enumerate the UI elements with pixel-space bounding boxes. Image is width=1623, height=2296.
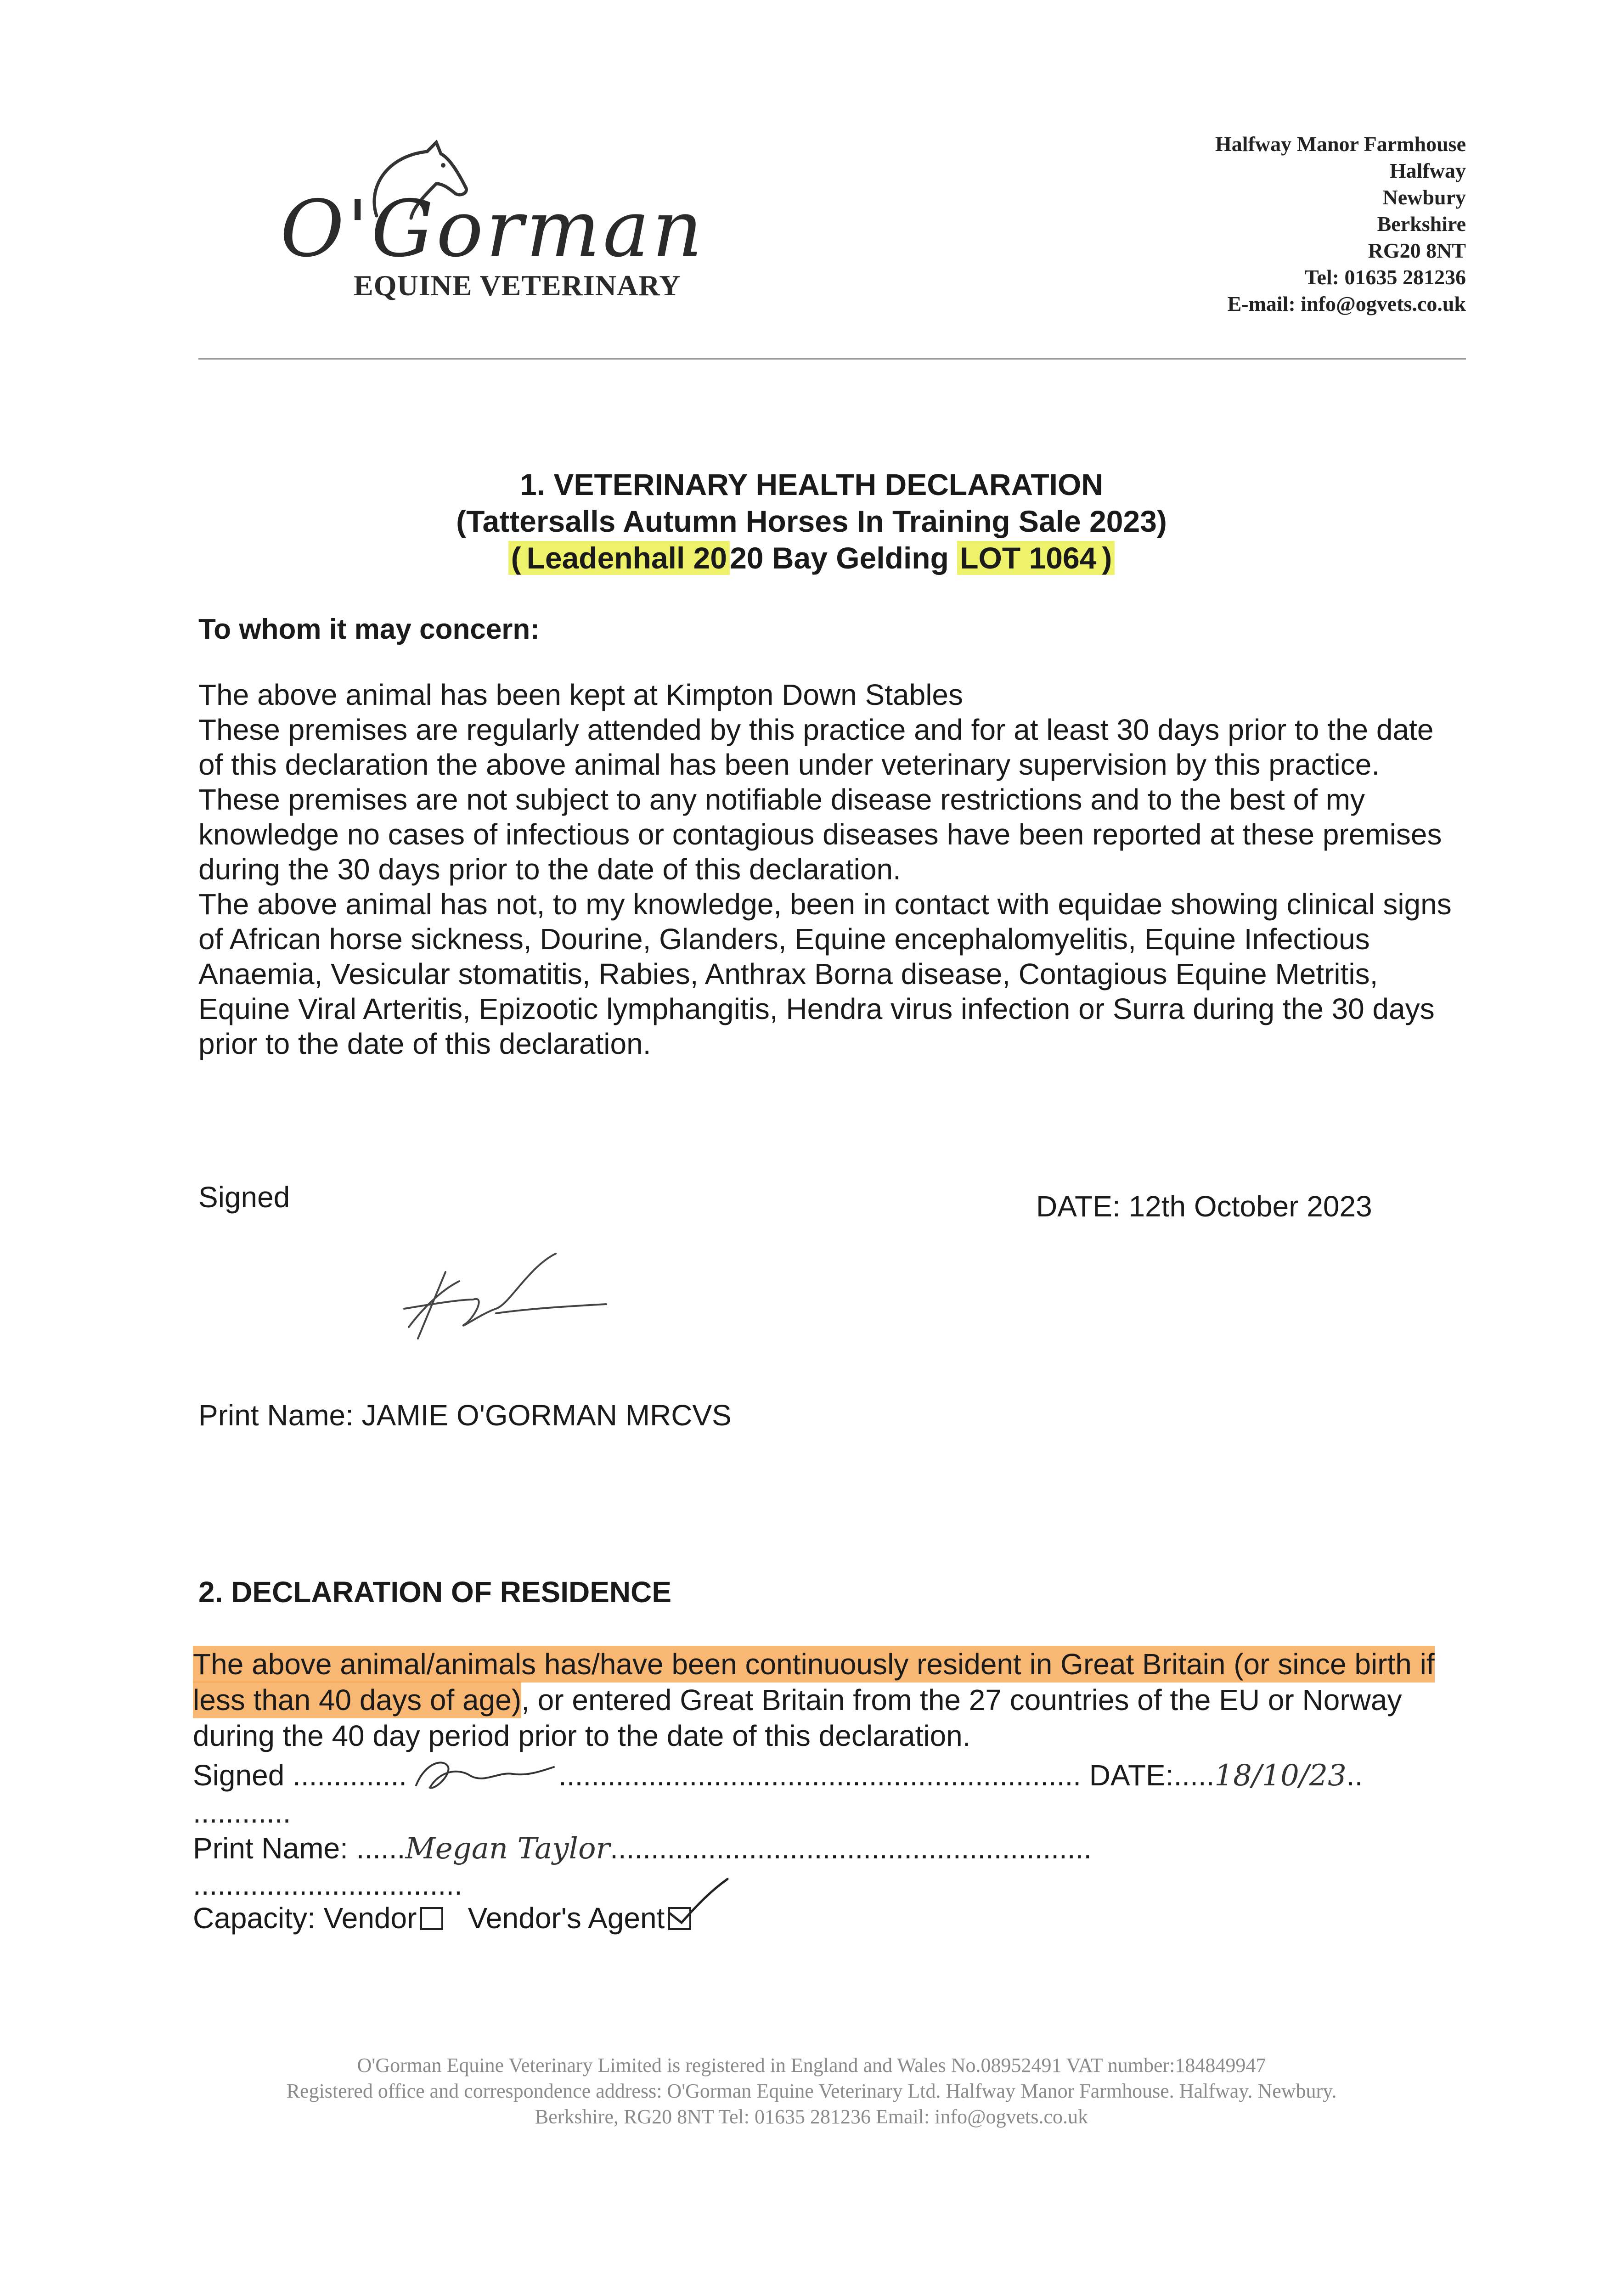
lot-close-highlight: ) (1099, 541, 1115, 575)
print-name-row (193, 1830, 1479, 1867)
capacity-label: Capacity: Vendor (193, 1902, 417, 1935)
dots: ...... (356, 1832, 406, 1865)
dots: ........................................................... (610, 1832, 1092, 1865)
lot-description: 20 Bay Gelding (730, 541, 949, 575)
residence-highlighted-text: The above animal/animals has/have been continuously resident in Great Britain (or since birth if less than 40 days of age) (193, 1646, 1435, 1718)
section2-heading: 2. DECLARATION OF RESIDENCE (198, 1576, 671, 1609)
wrap-dots: ................................. (193, 1868, 462, 1901)
lot-horse-name: Leadenhall 20 (524, 541, 730, 575)
vet-signature (390, 1240, 629, 1350)
footer-line: Registered office and correspondence address: O'Gorman Equine Veterinary Ltd. Halfway Manor Farmhouse. Halfway. Newbury. (286, 2080, 1337, 2102)
agent-checkbox[interactable] (668, 1907, 691, 1930)
dots: ..... (1173, 1759, 1215, 1792)
logo-subtitle: EQUINE VETERINARY (354, 269, 681, 302)
address-line: Halfway (1389, 159, 1466, 182)
residence-text: , or entered Great Britain from the 27 countries of the EU or Norway during the 40 day period prior to the date of this declaration. (193, 1683, 1402, 1752)
checkmark-icon (665, 1877, 730, 1927)
lot-line (0, 540, 1623, 576)
capacity-row (193, 1901, 691, 1935)
agent-label: Vendor's Agent (468, 1902, 665, 1935)
declaration-title (0, 466, 1623, 576)
wrap-dots: ............ (193, 1796, 291, 1829)
vendor-checkbox[interactable] (420, 1907, 443, 1930)
section1-heading: 1. VETERINARY HEALTH DECLARATION (520, 467, 1103, 501)
header-divider (198, 358, 1466, 360)
print-name-label: Print Name: (193, 1832, 348, 1865)
dots: .. (1346, 1759, 1363, 1792)
footer-line: O'Gorman Equine Veterinary Limited is registered in England and Wales No.08952491 VAT number:184849947 (357, 2054, 1266, 2077)
vet-print-name: Print Name: JAMIE O'GORMAN MRCVS (198, 1399, 732, 1432)
declaration-body (198, 677, 1466, 1061)
salutation: To whom it may concern: (198, 613, 540, 645)
lot-number: LOT 1064 (957, 541, 1099, 575)
address-line: Berkshire (1377, 212, 1466, 236)
signed-row (193, 1753, 1479, 1795)
residence-date: 18/10/23 (1214, 1759, 1347, 1793)
paragraph: The above animal has not, to my knowledge, been in contact with equidae showing clinical signs of African horse sickness, Dourine, Glanders, Equine encephalomyelitis, Equine Infectious Anaemia, Vesicular stomatitis, Rabies, Anthrax Borna disease, Contagious Equine Metritis, Equine Viral Arteritis, Epizootic lymphangitis, Hendra virus infection or Surra during the 30 days prior to the date of this declaration. (198, 888, 1452, 1060)
date-label: DATE: (1089, 1759, 1174, 1792)
residence-signature-block (193, 1753, 1479, 1902)
lot-open-highlight: ( (508, 541, 524, 575)
address-phone: Tel: 01635 281236 (1305, 265, 1466, 289)
logo-wordmark: O'Gorman (280, 184, 705, 275)
paragraph: The above animal has been kept at Kimpton Down Stables (198, 678, 963, 711)
address-line: RG20 8NT (1368, 239, 1466, 262)
paragraph: These premises are regularly attended by this practice and for at least 30 days prior to the date of this declaration the above animal has been under veterinary supervision by this practice. (198, 713, 1434, 781)
residence-statement (193, 1646, 1479, 1754)
dots: .............. (293, 1759, 407, 1792)
vendor-signature (407, 1753, 558, 1795)
declaration-date: DATE: 12th October 2023 (1036, 1190, 1372, 1223)
registration-footer (0, 2053, 1623, 2130)
footer-line: Berkshire, RG20 8NT Tel: 01635 281236 Email: info@ogvets.co.uk (535, 2105, 1088, 2128)
address-line: Halfway Manor Farmhouse (1215, 132, 1466, 156)
address-email: E-mail: info@ogvets.co.uk (1227, 292, 1466, 315)
address-line: Newbury (1382, 186, 1466, 209)
paragraph: These premises are not subject to any notifiable disease restrictions and to the best of my knowledge no cases of infectious or contagious diseases have been reported at these premises during the 30 days prior to the date of this declaration. (198, 783, 1442, 886)
sale-line: (Tattersalls Autumn Horses In Training Sale 2023) (456, 504, 1167, 538)
dots: ................................................................ (558, 1759, 1081, 1792)
signed-label: Signed (193, 1759, 285, 1792)
vendor-print-name: Megan Taylor (405, 1832, 610, 1866)
signed-label: Signed (198, 1181, 290, 1214)
practice-address (1215, 131, 1466, 317)
